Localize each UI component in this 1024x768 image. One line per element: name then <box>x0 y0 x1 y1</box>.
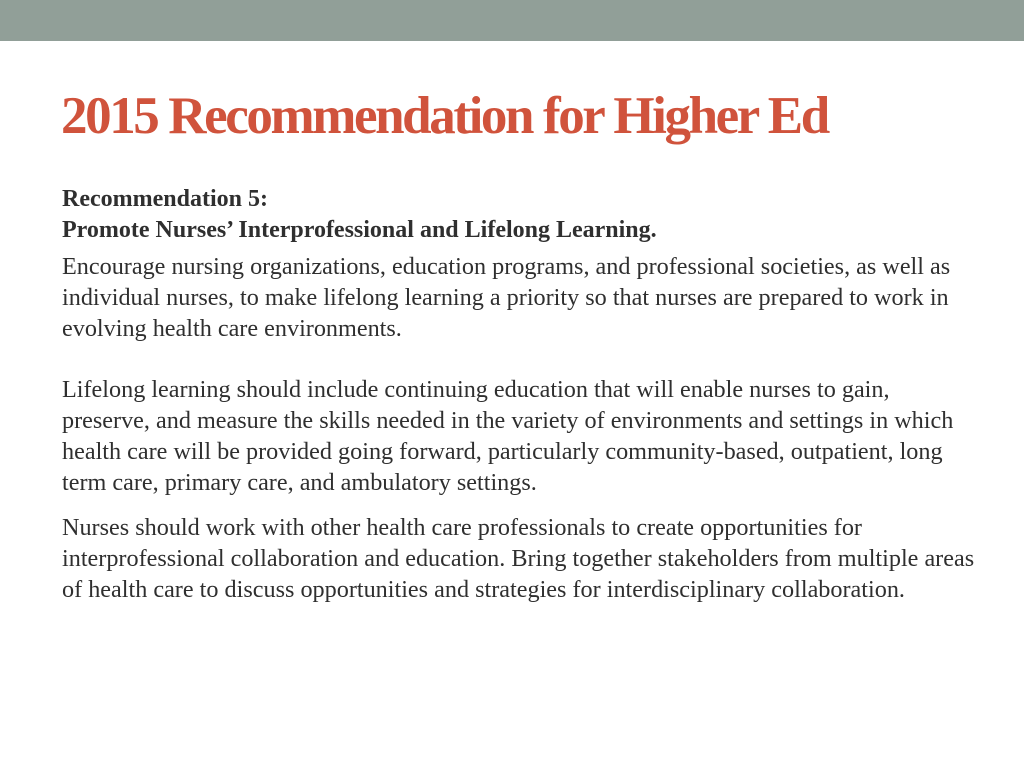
recommendation-heading: Promote Nurses’ Interprofessional and Lifelong Learning. <box>62 217 657 243</box>
recommendation-label: Recommendation 5: <box>62 186 268 212</box>
paragraphs <box>62 251 982 605</box>
paragraph-continuing-education: Lifelong learning should include continuing education that will enable nurses to gain, preserve, and measure the skills needed in the variety of environments and settings in which health care will be provided going forward, particularly community-based, outpatient, long term care, primary care, and ambulatory settings. <box>62 376 954 496</box>
paragraph-lifelong-priority: Encourage nursing organizations, education programs, and professional societies, as well as individual nurses, to make lifelong learning a priority so that nurses are prepared to work in evolving health care environments. <box>62 253 951 342</box>
slide-title: 2015 Recommendation for Higher Ed <box>61 87 828 145</box>
slide-body <box>62 184 982 619</box>
top-accent-bar <box>0 0 1024 41</box>
paragraph-interprofessional-collaboration: Nurses should work with other health care professionals to create opportunities for interprofessional collaboration and education. Bring together stakeholders from multiple areas of health care to discuss opportunities and strategies for interdisciplinary collaboration. <box>62 514 975 603</box>
